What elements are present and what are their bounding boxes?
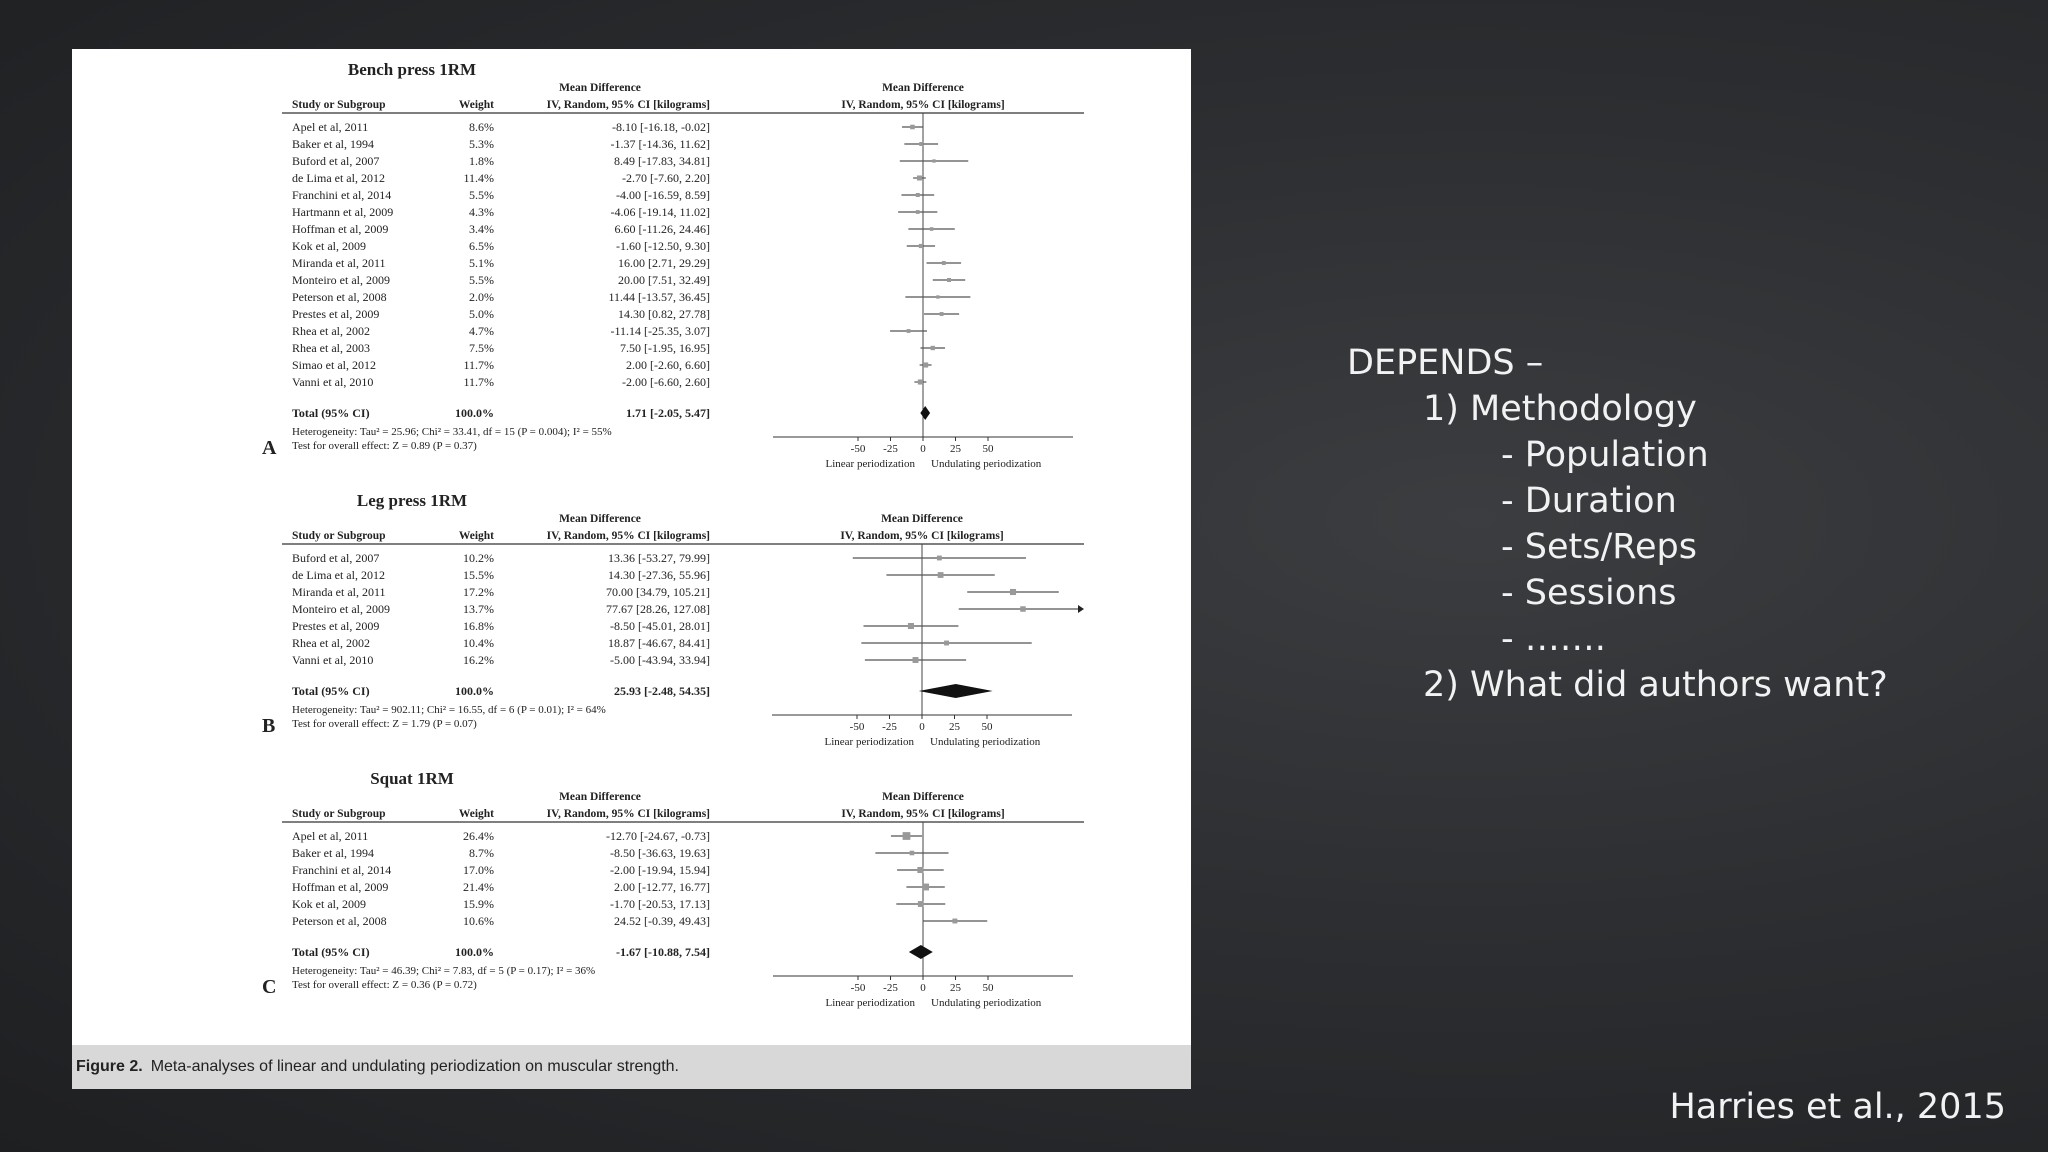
- point-estimate: [937, 556, 942, 561]
- pooled-diamond: [920, 406, 930, 420]
- forest-plot-svg: [72, 49, 1191, 1045]
- study-ci: 2.00 [-2.60, 6.60]: [626, 358, 710, 372]
- slide-bullets: [1347, 340, 1888, 708]
- axis-tick-label: -25: [882, 721, 897, 733]
- study-weight: 10.4%: [463, 636, 494, 650]
- study-ci: -1.60 [-12.50, 9.30]: [616, 239, 710, 253]
- col-header-ci-plot: IV, Random, 95% CI [kilograms]: [841, 808, 1005, 820]
- point-estimate: [917, 175, 922, 180]
- study-weight: 1.8%: [469, 154, 494, 168]
- study-name: Buford et al, 2007: [292, 551, 380, 565]
- study-ci: 11.44 [-13.57, 36.45]: [608, 290, 710, 304]
- study-name: Peterson et al, 2008: [292, 914, 387, 928]
- study-name: Prestes et al, 2009: [292, 619, 380, 633]
- study-ci: 13.36 [-53.27, 79.99]: [608, 551, 710, 565]
- panel-title: Bench press 1RM: [347, 60, 477, 79]
- point-estimate: [930, 227, 934, 231]
- axis-tick-label: 50: [982, 443, 994, 455]
- study-weight: 11.7%: [463, 375, 494, 389]
- heterogeneity-text: Heterogeneity: Tau² = 902.11; Chi² = 16.55, df = 6 (P = 0.01); I² = 64%: [292, 704, 606, 716]
- study-name: Franchini et al, 2014: [292, 188, 392, 202]
- col-header-md: Mean Difference: [559, 791, 641, 803]
- heterogeneity-text: Heterogeneity: Tau² = 46.39; Chi² = 7.83, df = 5 (P = 0.17); I² = 36%: [292, 965, 596, 977]
- study-name: Kok et al, 2009: [292, 897, 366, 911]
- point-estimate: [908, 623, 914, 629]
- point-estimate: [932, 159, 935, 162]
- study-name: Apel et al, 2011: [292, 120, 369, 134]
- study-ci: 2.00 [-12.77, 16.77]: [614, 880, 710, 894]
- study-weight: 5.0%: [469, 307, 494, 321]
- study-ci: 14.30 [0.82, 27.78]: [618, 307, 710, 321]
- col-header-md-plot: Mean Difference: [882, 791, 964, 803]
- pooled-diamond: [909, 945, 933, 959]
- col-header-ci-plot: IV, Random, 95% CI [kilograms]: [840, 530, 1004, 542]
- study-ci: 14.30 [-27.36, 55.96]: [608, 568, 710, 582]
- study-name: Miranda et al, 2011: [292, 256, 386, 270]
- study-weight: 15.5%: [463, 568, 494, 582]
- study-weight: 5.1%: [469, 256, 494, 270]
- study-weight: 13.7%: [463, 602, 494, 616]
- study-weight: 5.3%: [469, 137, 494, 151]
- sub-item-ellipsis: - …….: [1501, 619, 1606, 659]
- study-name: de Lima et al, 2012: [292, 171, 385, 185]
- sub-item-population: - Population: [1501, 435, 1709, 475]
- study-weight: 5.5%: [469, 188, 494, 202]
- axis-tick-label: 25: [950, 443, 961, 455]
- total-ci: 1.71 [-2.05, 5.47]: [626, 406, 710, 420]
- point-estimate: [940, 312, 944, 316]
- point-estimate: [913, 657, 919, 663]
- total-weight: 100.0%: [455, 406, 494, 420]
- point-estimate: [952, 919, 957, 924]
- point-estimate: [942, 261, 946, 265]
- study-weight: 8.6%: [469, 120, 494, 134]
- panel-letter: B: [262, 715, 276, 737]
- study-name: Buford et al, 2007: [292, 154, 380, 168]
- col-header-md-plot: Mean Difference: [882, 82, 964, 94]
- axis-tick-label: 25: [949, 721, 960, 733]
- total-label: Total (95% CI): [292, 406, 370, 420]
- axis-right-label: Undulating periodization: [931, 458, 1042, 470]
- study-weight: 16.2%: [463, 653, 494, 667]
- axis-left-label: Linear periodization: [824, 736, 914, 748]
- col-header-ci: IV, Random, 95% CI [kilograms]: [546, 530, 710, 542]
- study-name: Vanni et al, 2010: [292, 653, 374, 667]
- point-estimate: [918, 901, 924, 907]
- figure-caption: [72, 1045, 1191, 1089]
- study-ci: -8.50 [-36.63, 19.63]: [610, 846, 710, 860]
- col-header-md-plot: Mean Difference: [881, 513, 963, 525]
- axis-left-label: Linear periodization: [825, 997, 915, 1009]
- study-name: Rhea et al, 2002: [292, 636, 370, 650]
- study-ci: 20.00 [7.51, 32.49]: [618, 273, 710, 287]
- col-header-study: Study or Subgroup: [292, 530, 386, 542]
- axis-left-label: Linear periodization: [825, 458, 915, 470]
- study-name: Baker et al, 1994: [292, 137, 374, 151]
- total-ci: -1.67 [-10.88, 7.54]: [616, 945, 710, 959]
- study-ci: -4.06 [-19.14, 11.02]: [610, 205, 710, 219]
- total-label: Total (95% CI): [292, 945, 370, 959]
- study-name: Franchini et al, 2014: [292, 863, 392, 877]
- caption-text: Meta-analyses of linear and undulating periodization on muscular strength.: [150, 1058, 679, 1075]
- study-ci: 18.87 [-46.67, 84.41]: [608, 636, 710, 650]
- overall-effect-text: Test for overall effect: Z = 0.89 (P = 0.37): [292, 440, 477, 452]
- axis-tick-label: 50: [981, 721, 993, 733]
- study-ci: 77.67 [28.26, 127.08]: [606, 602, 710, 616]
- study-name: Baker et al, 1994: [292, 846, 374, 860]
- axis-tick-label: -25: [883, 443, 898, 455]
- axis-tick-label: -50: [849, 721, 865, 733]
- study-ci: -11.14 [-25.35, 3.07]: [610, 324, 710, 338]
- caption-label: Figure 2.: [76, 1058, 143, 1075]
- axis-tick-label: 0: [920, 443, 926, 455]
- study-name: de Lima et al, 2012: [292, 568, 385, 582]
- study-weight: 11.7%: [463, 358, 494, 372]
- point-estimate: [918, 379, 923, 384]
- point-estimate: [910, 125, 915, 130]
- study-name: Vanni et al, 2010: [292, 375, 374, 389]
- study-weight: 3.4%: [469, 222, 494, 236]
- study-ci: 24.52 [-0.39, 49.43]: [614, 914, 710, 928]
- point-estimate: [947, 278, 951, 282]
- point-estimate: [907, 329, 911, 333]
- total-weight: 100.0%: [455, 684, 494, 698]
- axis-tick-label: -50: [850, 443, 866, 455]
- study-weight: 26.4%: [463, 829, 494, 843]
- study-name: Hoffman et al, 2009: [292, 880, 389, 894]
- item-authors-want: 2) What did authors want?: [1423, 665, 1888, 705]
- study-name: Monteiro et al, 2009: [292, 273, 390, 287]
- col-header-md: Mean Difference: [559, 82, 641, 94]
- study-name: Simao et al, 2012: [292, 358, 376, 372]
- study-name: Apel et al, 2011: [292, 829, 369, 843]
- study-weight: 7.5%: [469, 341, 494, 355]
- study-ci: 7.50 [-1.95, 16.95]: [620, 341, 710, 355]
- study-ci: -2.70 [-7.60, 2.20]: [622, 171, 710, 185]
- heterogeneity-text: Heterogeneity: Tau² = 25.96; Chi² = 33.41, df = 15 (P = 0.004); I² = 55%: [292, 426, 612, 438]
- study-ci: -12.70 [-24.67, -0.73]: [606, 829, 710, 843]
- study-name: Kok et al, 2009: [292, 239, 366, 253]
- study-weight: 4.7%: [469, 324, 494, 338]
- study-name: Hartmann et al, 2009: [292, 205, 394, 219]
- point-estimate: [922, 884, 929, 891]
- axis-tick-label: 0: [919, 721, 925, 733]
- axis-tick-label: -25: [883, 982, 898, 994]
- overall-effect-text: Test for overall effect: Z = 0.36 (P = 0.72): [292, 979, 477, 991]
- point-estimate: [919, 244, 923, 248]
- point-estimate: [1020, 606, 1025, 611]
- forest-plot-figure: [72, 49, 1191, 1089]
- panel-title: Leg press 1RM: [356, 491, 468, 510]
- clip-arrow: [1078, 605, 1084, 613]
- axis-tick-label: 0: [920, 982, 926, 994]
- point-estimate: [931, 346, 935, 350]
- col-header-weight: Weight: [458, 808, 494, 820]
- study-weight: 2.0%: [469, 290, 494, 304]
- study-weight: 15.9%: [463, 897, 494, 911]
- total-weight: 100.0%: [455, 945, 494, 959]
- study-name: Hoffman et al, 2009: [292, 222, 389, 236]
- point-estimate: [916, 210, 920, 214]
- study-weight: 6.5%: [469, 239, 494, 253]
- point-estimate: [944, 641, 949, 646]
- sub-item-sets-reps: - Sets/Reps: [1501, 527, 1697, 567]
- overall-effect-text: Test for overall effect: Z = 1.79 (P = 0.07): [292, 718, 477, 730]
- study-ci: -8.10 [-16.18, -0.02]: [612, 120, 710, 134]
- panel-letter: C: [262, 976, 277, 998]
- study-name: Monteiro et al, 2009: [292, 602, 390, 616]
- study-weight: 11.4%: [463, 171, 494, 185]
- col-header-md: Mean Difference: [559, 513, 641, 525]
- study-ci: -4.00 [-16.59, 8.59]: [616, 188, 710, 202]
- axis-right-label: Undulating periodization: [930, 736, 1041, 748]
- study-name: Miranda et al, 2011: [292, 585, 386, 599]
- study-weight: 4.3%: [469, 205, 494, 219]
- col-header-ci: IV, Random, 95% CI [kilograms]: [546, 99, 710, 111]
- study-ci: -2.00 [-6.60, 2.60]: [622, 375, 710, 389]
- study-weight: 10.2%: [463, 551, 494, 565]
- point-estimate: [917, 867, 923, 873]
- col-header-ci: IV, Random, 95% CI [kilograms]: [546, 808, 710, 820]
- study-weight: 21.4%: [463, 880, 494, 894]
- col-header-study: Study or Subgroup: [292, 99, 386, 111]
- citation: Harries et al., 2015: [1669, 1087, 2006, 1127]
- study-weight: 17.2%: [463, 585, 494, 599]
- study-name: Prestes et al, 2009: [292, 307, 380, 321]
- col-header-weight: Weight: [458, 530, 494, 542]
- study-ci: -1.70 [-20.53, 17.13]: [610, 897, 710, 911]
- panel-title: Squat 1RM: [370, 769, 454, 788]
- study-name: Rhea et al, 2002: [292, 324, 370, 338]
- study-ci: 6.60 [-11.26, 24.46]: [614, 222, 710, 236]
- point-estimate: [916, 193, 920, 197]
- study-ci: -2.00 [-19.94, 15.94]: [610, 863, 710, 877]
- pooled-diamond: [919, 684, 993, 698]
- point-estimate: [903, 832, 911, 840]
- axis-tick-label: -50: [850, 982, 866, 994]
- sub-item-sessions: - Sessions: [1501, 573, 1677, 613]
- item-methodology: 1) Methodology: [1423, 389, 1697, 429]
- study-ci: 16.00 [2.71, 29.29]: [618, 256, 710, 270]
- study-ci: -1.37 [-14.36, 11.62]: [610, 137, 710, 151]
- study-name: Rhea et al, 2003: [292, 341, 370, 355]
- col-header-weight: Weight: [458, 99, 494, 111]
- col-header-study: Study or Subgroup: [292, 808, 386, 820]
- axis-right-label: Undulating periodization: [931, 997, 1042, 1009]
- study-weight: 5.5%: [469, 273, 494, 287]
- point-estimate: [938, 572, 944, 578]
- point-estimate: [910, 851, 915, 856]
- study-weight: 17.0%: [463, 863, 494, 877]
- study-ci: 8.49 [-17.83, 34.81]: [614, 154, 710, 168]
- study-ci: -5.00 [-43.94, 33.94]: [610, 653, 710, 667]
- point-estimate: [923, 362, 928, 367]
- total-ci: 25.93 [-2.48, 54.35]: [614, 684, 710, 698]
- study-ci: 70.00 [34.79, 105.21]: [606, 585, 710, 599]
- point-estimate: [919, 142, 923, 146]
- total-label: Total (95% CI): [292, 684, 370, 698]
- point-estimate: [936, 295, 939, 298]
- axis-tick-label: 25: [950, 982, 961, 994]
- study-ci: -8.50 [-45.01, 28.01]: [610, 619, 710, 633]
- point-estimate: [1010, 589, 1016, 595]
- study-weight: 8.7%: [469, 846, 494, 860]
- sub-item-duration: - Duration: [1501, 481, 1677, 521]
- axis-tick-label: 50: [982, 982, 994, 994]
- depends-heading: DEPENDS –: [1347, 343, 1544, 383]
- panel-letter: A: [262, 437, 277, 459]
- study-name: Peterson et al, 2008: [292, 290, 387, 304]
- col-header-ci-plot: IV, Random, 95% CI [kilograms]: [841, 99, 1005, 111]
- study-weight: 16.8%: [463, 619, 494, 633]
- study-weight: 10.6%: [463, 914, 494, 928]
